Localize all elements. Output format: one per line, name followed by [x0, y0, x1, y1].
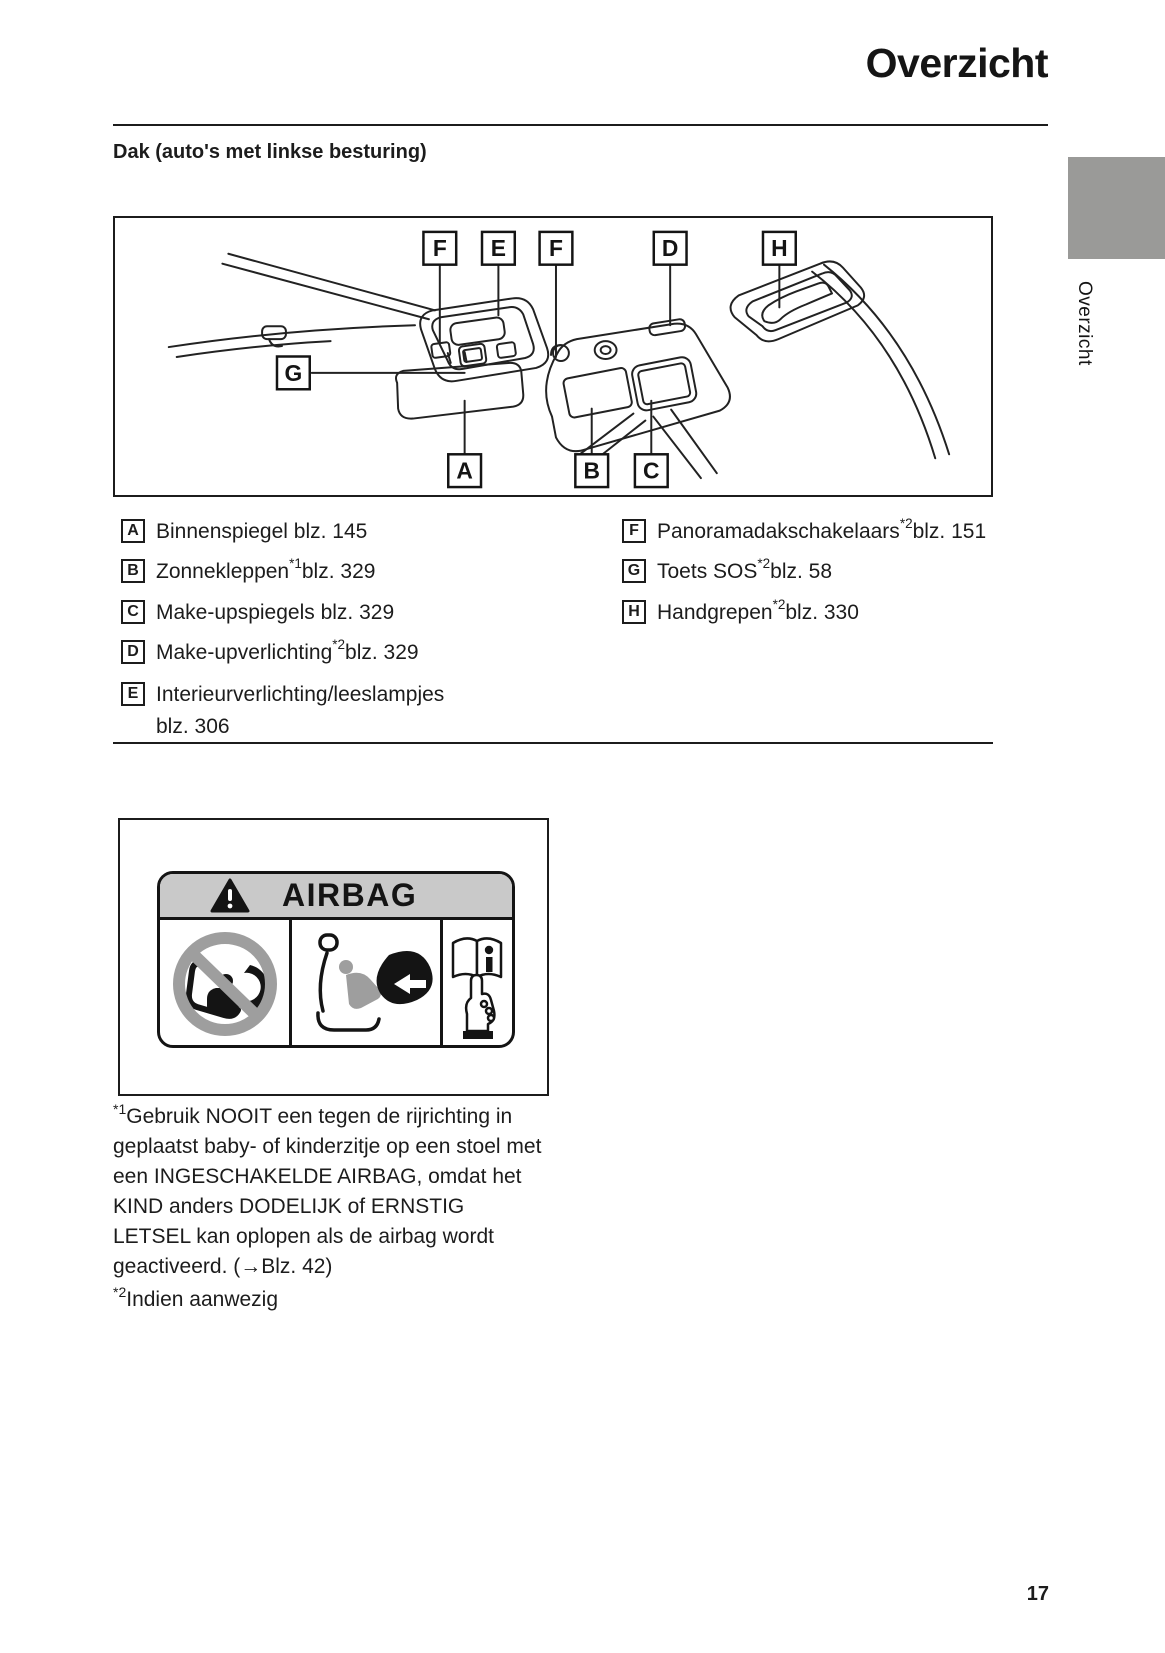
legend-text: Interieurverlichting/leeslampjes blz. 306: [156, 683, 445, 738]
callout-letter: C: [643, 457, 660, 484]
callout-letter: F: [549, 235, 563, 262]
footnote-1: $^{*1}$Gebruik NOOIT een tegen de rijrichting in geplaatst baby- of kinderzitje op een stoel met een INGESCHAKELDE AIRBAG, omdat het KIND anders DODELIJK of ERNSTIG LETSEL kan oplopen als de airbag wordt geactiveerd. (→Blz. 42): [113, 1101, 542, 1278]
legend-letter-badge: A: [121, 519, 145, 543]
callout-letter: A: [456, 457, 473, 484]
airbag-warning-figure: [118, 818, 549, 1096]
callout-letter: F: [432, 235, 447, 262]
legend-text: Binnenspiegel blz. 145: [156, 520, 368, 543]
section-heading: Dak (auto's met linkse besturing): [113, 141, 427, 163]
airbag-title: AIRBAG: [282, 877, 418, 913]
callout-letter: G: [284, 359, 303, 386]
legend-letter-badge: E: [121, 682, 145, 706]
airbag-deployment-icon: [292, 920, 443, 1048]
footnote-2: $^{*2}$Indien aanwezig: [113, 1284, 279, 1311]
legend-text: Zonnekleppen$^{*1}$blz. 329: [156, 556, 376, 583]
legend-text: Make-upspiegels blz. 329: [156, 601, 395, 624]
legend-item: [121, 556, 376, 584]
roof-diagram-figure: [113, 216, 993, 497]
legend-item: [622, 516, 987, 544]
warning-triangle-icon: [210, 878, 250, 914]
callout-letter: E: [490, 235, 507, 262]
legend-text: Panoramadakschakelaars$^{*2}$blz. 151: [657, 516, 987, 543]
no-rear-facing-child-seat-icon: [160, 920, 292, 1048]
legend-item: [121, 600, 394, 625]
header-divider: [113, 124, 1048, 126]
legend-letter-badge: D: [121, 640, 145, 664]
legend-item: [622, 556, 833, 584]
legend-letter-badge: H: [622, 600, 646, 624]
page-title: Overzicht: [865, 40, 1048, 86]
callout-letter: H: [771, 235, 788, 262]
page-number: 17: [1026, 1583, 1049, 1605]
legend-letter-badge: B: [121, 559, 145, 583]
legend-item: [622, 597, 859, 625]
legend-item: [121, 519, 367, 544]
roof-diagram-art: [115, 218, 991, 495]
chapter-tab-label: Overzicht: [1074, 281, 1095, 366]
legend-item: [121, 682, 444, 739]
airbag-label-pictograms: [160, 920, 512, 1048]
section-divider: [113, 742, 993, 744]
airbag-warning-label: [157, 871, 515, 1048]
airbag-label-header: [160, 874, 512, 920]
legend-item: [121, 637, 419, 665]
callout-letter: D: [661, 235, 679, 262]
legend-text: Toets SOS$^{*2}$blz. 58: [657, 556, 833, 583]
read-manual-icon: [443, 920, 512, 1048]
legend-letter-badge: C: [121, 600, 145, 624]
callout-letter: B: [583, 457, 600, 484]
legend-text: Make-upverlichting$^{*2}$blz. 329: [156, 637, 419, 664]
legend-letter-badge: F: [622, 519, 646, 543]
chapter-tab-marker: [1068, 157, 1165, 259]
legend-letter-badge: G: [622, 559, 646, 583]
legend-text: Handgrepen$^{*2}$blz. 330: [657, 597, 859, 624]
